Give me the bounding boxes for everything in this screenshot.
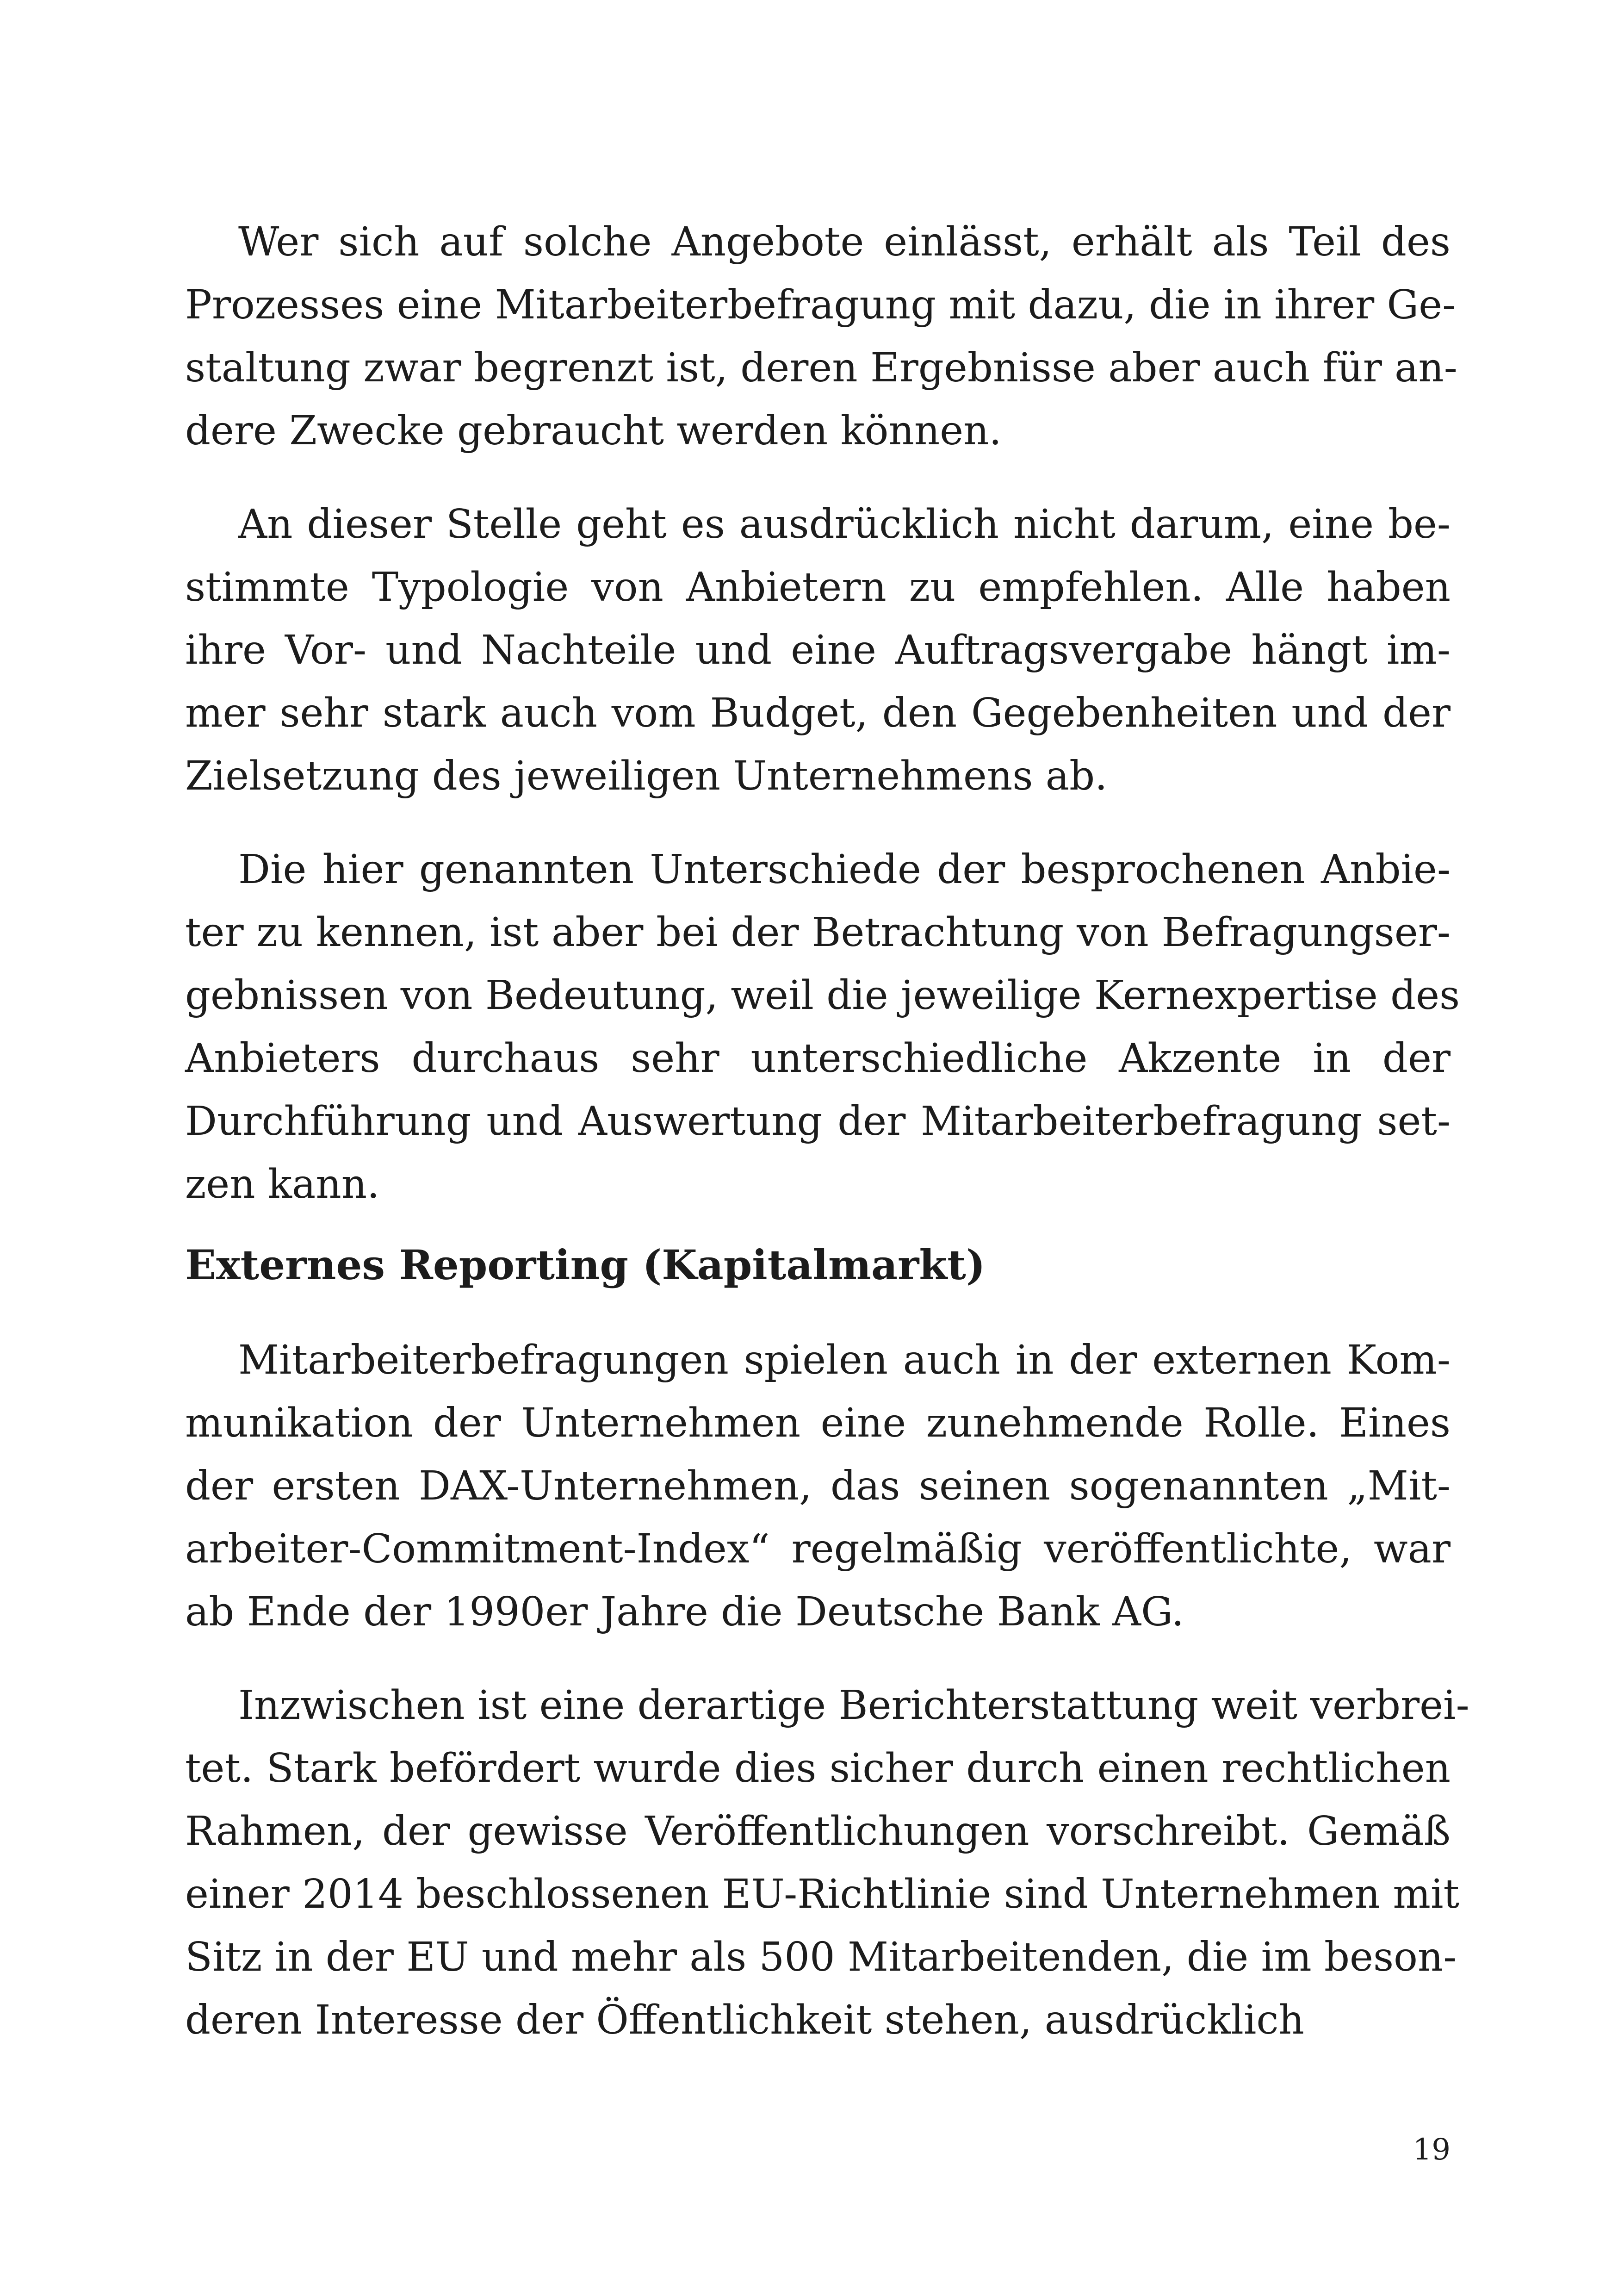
text-line: An dieser Stelle geht es ausdrücklich nicht darum, eine be-: [238, 501, 1451, 548]
text-line: mer sehr stark auch vom Budget, den Gegebenheiten und der: [185, 690, 1451, 736]
section-heading: Externes Reporting (Kapitalmarkt): [185, 1241, 986, 1289]
text-line: tet. Stark befördert wurde dies sicher durch einen rechtlichen: [185, 1745, 1451, 1792]
paragraph: [185, 493, 1451, 808]
paragraph: [185, 1329, 1451, 1643]
text-line: Mitarbeiterbefragungen spielen auch in der externen Kom-: [238, 1337, 1451, 1383]
text-line: einer 2014 beschlossenen EU-Richtlinie sind Unternehmen mit: [185, 1871, 1460, 1917]
text-line: Anbieters durchaus sehr unterschiedliche Akzente in der: [185, 1035, 1451, 1082]
text-line: Die hier genannten Unterschiede der besprochenen Anbie-: [238, 846, 1451, 893]
text-line: Rahmen, der gewisse Veröffentlichungen vorschreibt. Gemäß: [185, 1808, 1451, 1854]
text-line: Zielsetzung des jeweiligen Unternehmens ab.: [185, 753, 1108, 799]
text-line: Durchführung und Auswertung der Mitarbeiterbefragung set-: [185, 1098, 1451, 1145]
text-line: staltung zwar begrenzt ist, deren Ergebnisse aber auch für an-: [185, 345, 1457, 391]
text-line: Sitz in der EU und mehr als 500 Mitarbeitenden, die im beson-: [185, 1934, 1457, 1980]
text-line: dere Zwecke gebraucht werden können.: [185, 408, 1002, 454]
text-line: stimmte Typologie von Anbietern zu empfehlen. Alle haben: [185, 564, 1451, 610]
text-line: gebnissen von Bedeutung, weil die jeweilige Kernexpertise des: [185, 972, 1460, 1019]
text-line: arbeiter-Commitment-Index“ regelmäßig veröffentlichte, war: [185, 1526, 1451, 1572]
text-line: ihre Vor- und Nachteile und eine Auftragsvergabe hängt im-: [185, 627, 1451, 673]
text-line: der ersten DAX-Unternehmen, das seinen sogenannten „Mit-: [185, 1463, 1451, 1509]
text-line: Wer sich auf solche Angebote einlässt, erhält als Teil des: [238, 219, 1451, 265]
text-line: zen kann.: [185, 1161, 380, 1207]
text-line: deren Interesse der Öffentlichkeit stehen, ausdrücklich: [185, 1997, 1304, 2043]
text-line: Prozesses eine Mitarbeiterbefragung mit dazu, die in ihrer Ge-: [185, 282, 1456, 328]
text-line: munikation der Unternehmen eine zunehmende Rolle. Eines: [185, 1400, 1451, 1446]
text-line: ab Ende der 1990er Jahre die Deutsche Bank AG.: [185, 1589, 1184, 1635]
paragraph: [185, 211, 1457, 462]
paragraph: [185, 838, 1460, 1216]
text-line: ter zu kennen, ist aber bei der Betrachtung von Befragungser-: [185, 909, 1451, 956]
page-number: 19: [1413, 2133, 1451, 2167]
paragraph: [185, 1674, 1469, 2052]
text-line: Inzwischen ist eine derartige Berichterstattung weit verbrei-: [238, 1682, 1469, 1729]
